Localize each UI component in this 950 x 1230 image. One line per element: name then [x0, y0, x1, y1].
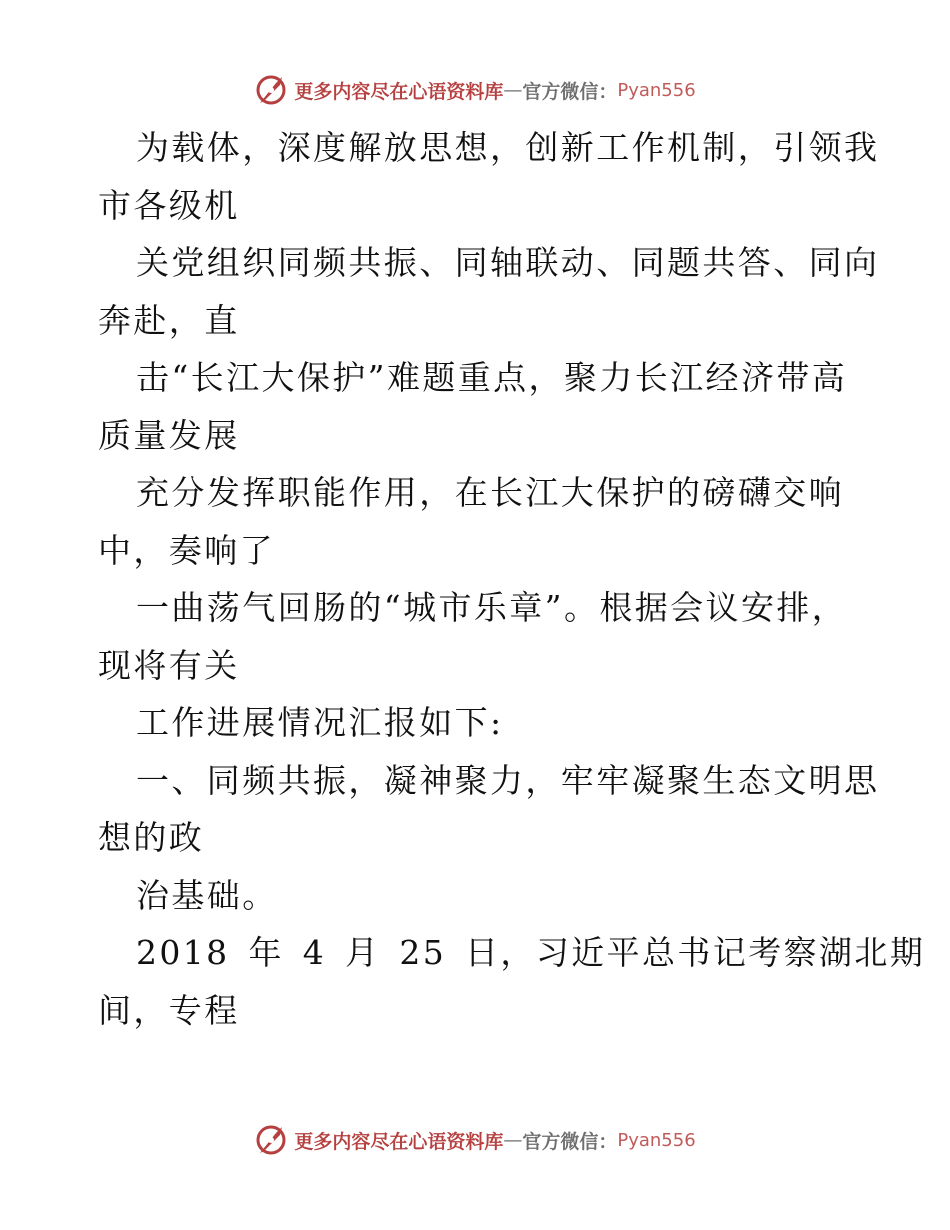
watermark-brand: 更多内容尽在心语资料库	[294, 1130, 504, 1153]
body-line: 为载体，深度解放思想，创新工作机制，引领我	[136, 128, 880, 167]
footer-watermark	[0, 1120, 950, 1160]
body-line: 击“长江大保护”难题重点，聚力长江经济带高	[136, 358, 848, 397]
watermark-dash: —	[503, 1129, 523, 1151]
document-body	[98, 119, 926, 1039]
quill-pen-circle-icon	[254, 1123, 288, 1157]
body-line: 一、同频共振，凝神聚力，牢牢凝聚生态文明思	[136, 760, 880, 800]
body-line: 工作进展情况汇报如下:	[136, 703, 504, 742]
body-line: 中，奏响了	[98, 530, 275, 570]
body-line: 充分发挥职能作用，在长江大保护的磅礴交响	[136, 473, 844, 512]
body-line: 2018 年 4 月 25 日，习近平总书记考察湖北期	[136, 933, 926, 972]
body-line: 关党组织同频共振、同轴联动、同题共答、同向	[136, 243, 880, 282]
watermark-official-label: 官方微信：	[522, 80, 618, 103]
body-line: 现将有关	[98, 645, 240, 685]
body-line: 想的政	[98, 818, 205, 857]
body-line: 奔赴，直	[98, 300, 240, 340]
quill-pen-circle-icon	[254, 73, 288, 107]
watermark-brand: 更多内容尽在心语资料库	[294, 80, 504, 103]
watermark-dash: —	[503, 79, 523, 101]
watermark-wechat-id: Pyan556	[617, 79, 696, 101]
body-line: 质量发展	[98, 415, 240, 455]
watermark-official-label: 官方微信：	[522, 1130, 618, 1153]
body-line: 间，专程	[98, 990, 240, 1030]
body-line: 治基础。	[136, 875, 278, 915]
watermark-wechat-id: Pyan556	[617, 1129, 696, 1151]
body-line: 一曲荡气回肠的“城市乐章”。根据会议安排，	[136, 588, 848, 627]
header-watermark	[0, 70, 950, 110]
body-line: 市各级机	[98, 185, 240, 225]
